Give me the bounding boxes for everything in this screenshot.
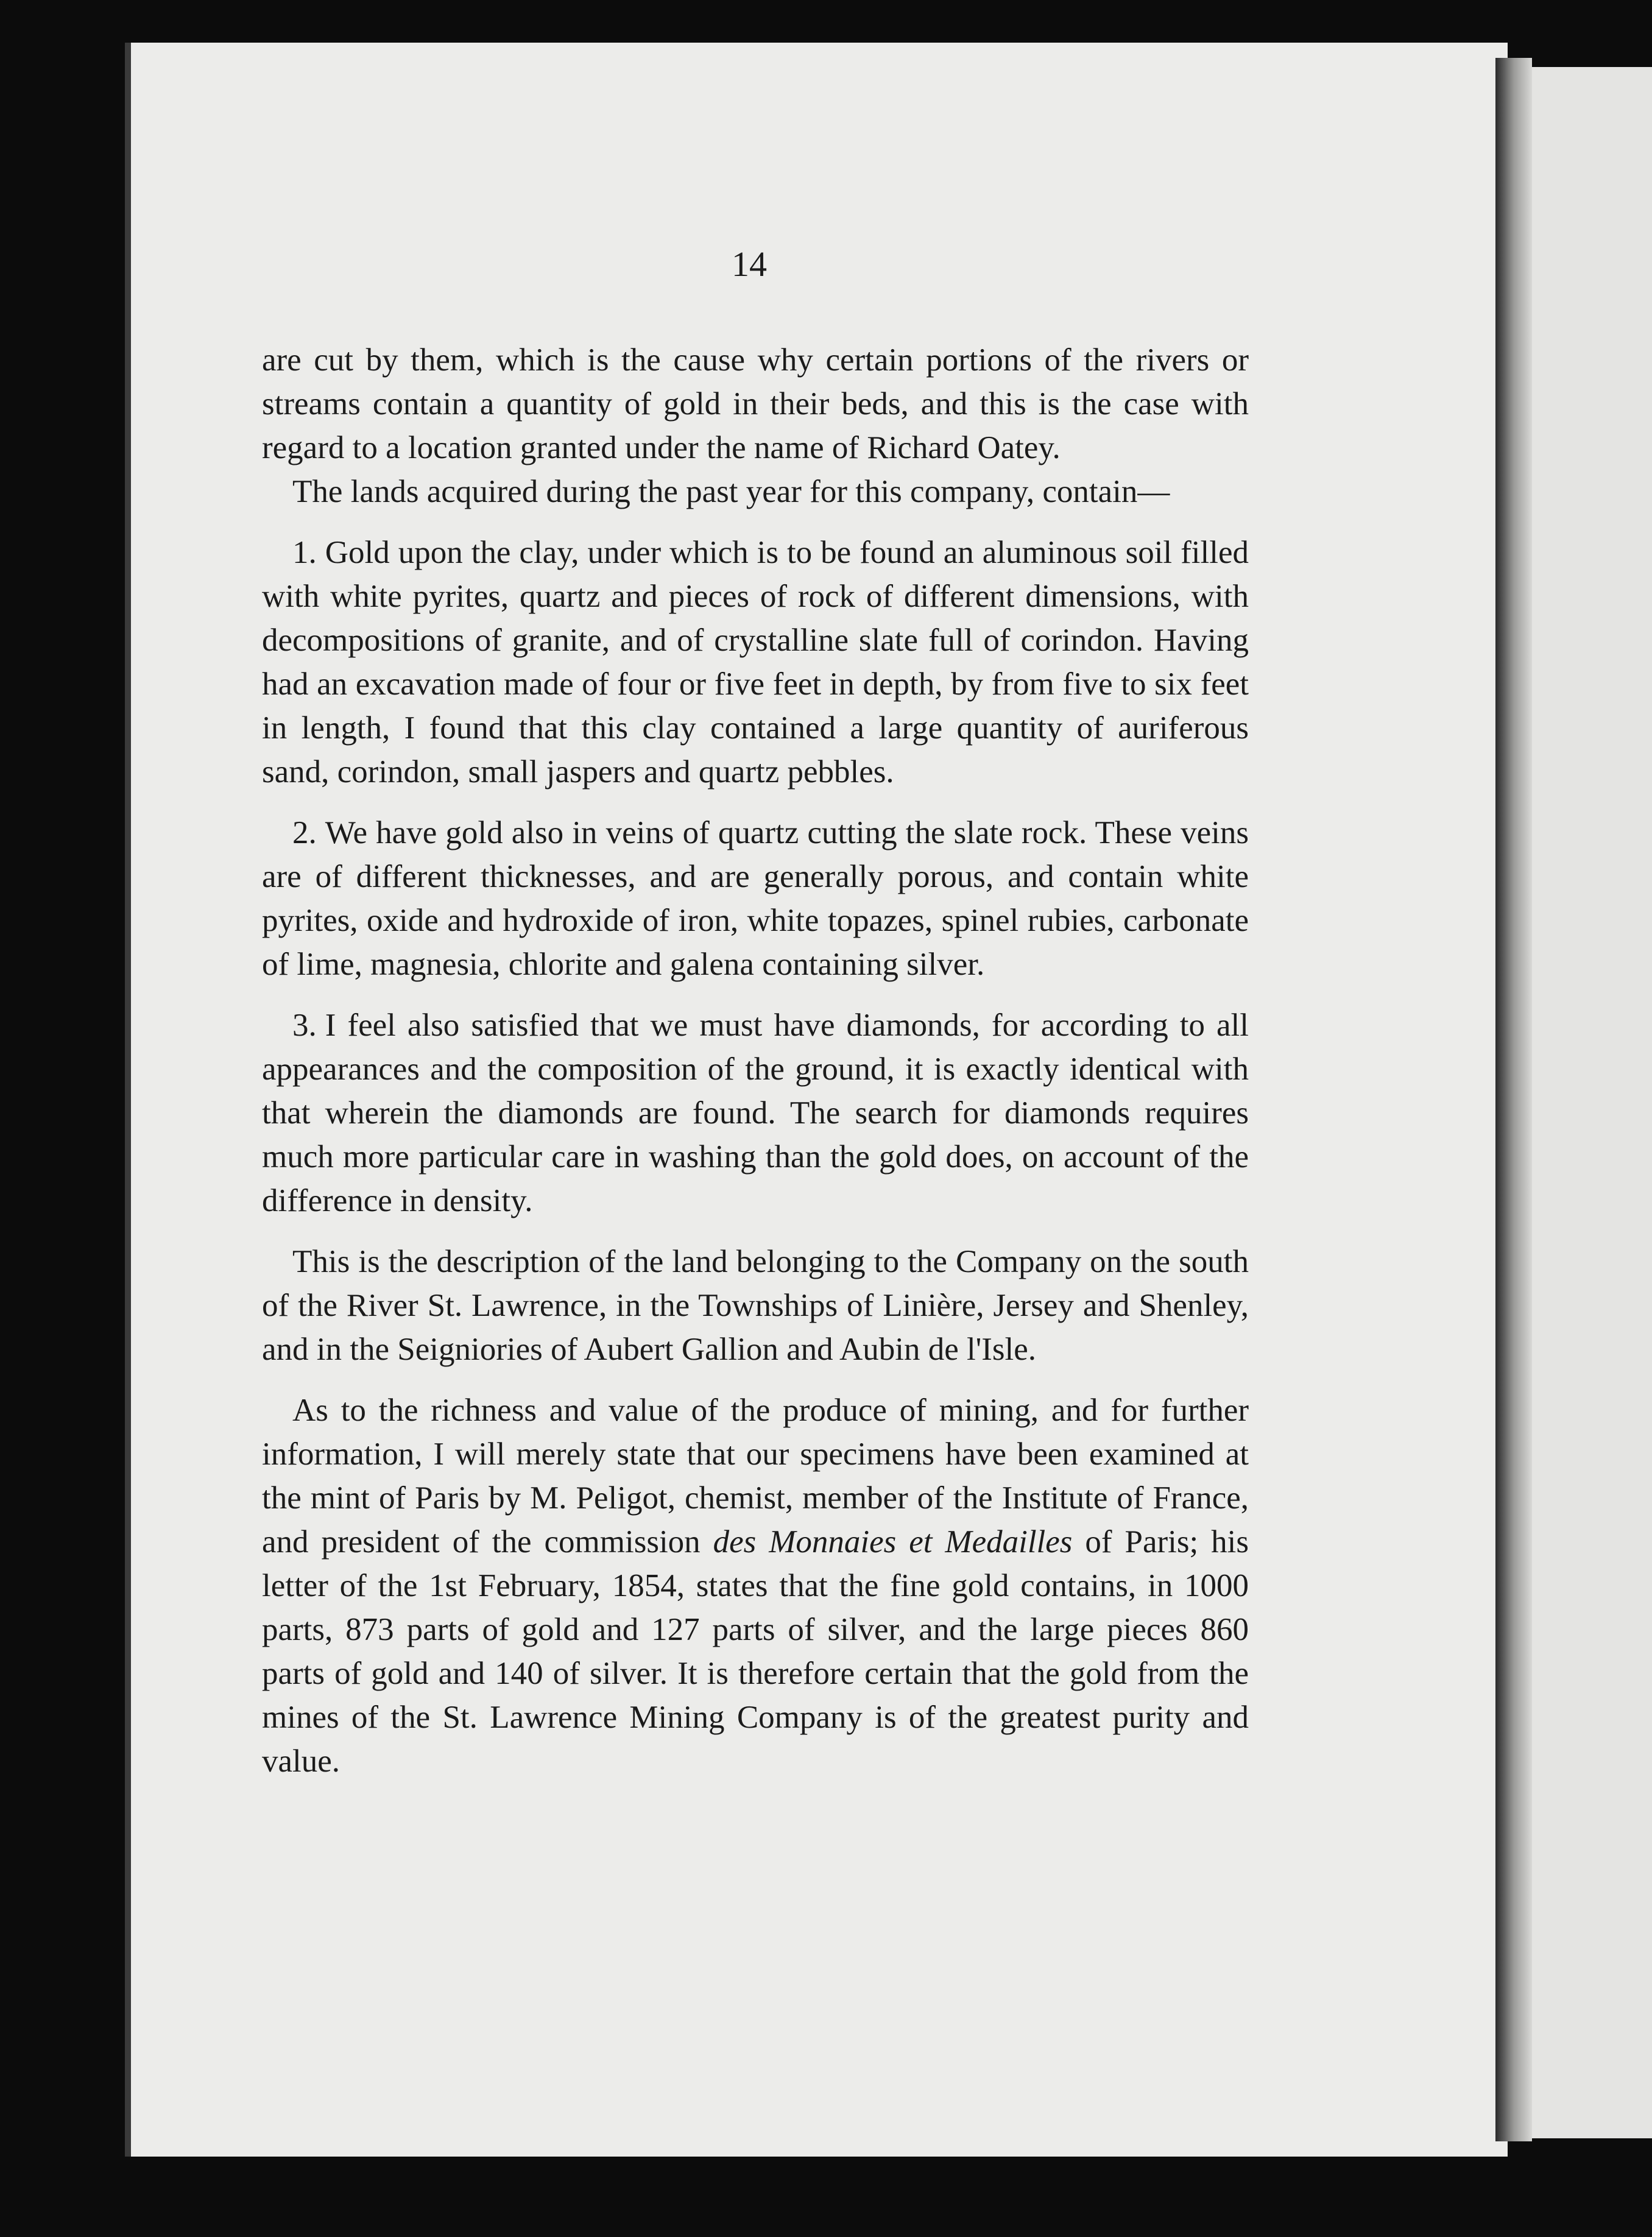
list-item-2 [262, 811, 1249, 986]
list-item-1 [262, 531, 1249, 794]
next-page-edge [1529, 67, 1652, 2138]
mining-value-part2: of Paris; his letter of the 1st February, 1854, states that the fine gold contains, in 1000 parts, 873 parts of gold and 127 parts of silver, and the large pieces 860 parts of gold and 140 of silver. It is therefore certain that the gold from the mines of the St. Lawrence Mining Company is of the greatest purity and value. [262, 1524, 1249, 1779]
list-text: I feel also satisfied that we must have diamonds, for according to all appearances and the composition of the ground, it is exactly identical with that wherein the diamonds are found. The search for diamonds requires much more particular care in washing than the gold does, on account of the difference in density. [262, 1008, 1249, 1218]
list-item-3 [262, 1003, 1249, 1223]
paragraph-continuation: are cut by them, which is the cause why certain portions of the rivers or streams contain a quantity of gold in their beds, and this is the case with regard to a location granted under the name of Richard Oatey. [262, 342, 1249, 465]
list-text: We have gold also in veins of quartz cutting the slate rock. These veins are of different thicknesses, and are generally porous, and contain white pyrites, oxide and hydroxide of iron, white topazes, spinel rubies, carbonate of lime, magnesia, chlorite and galena containing silver. [262, 815, 1249, 982]
mining-value-part1: As to the richness and value of the produce of mining, and for further information, I will merely state that our specimens have been examined at the mint of Paris by M. Peligot, chemist, member of the Institute of France, and president of the commission [262, 1393, 1249, 1560]
list-number: 1. [292, 535, 317, 570]
paragraph-land-description: This is the description of the land belonging to the Company on the south of the River St. Lawrence, in the Townships of Linière, Jersey and Shenley, and in the Seigniories of Aubert Gallion and Aubin de l'Isle. [262, 1244, 1249, 1367]
body-text [262, 250, 1249, 1783]
list-text: Gold upon the clay, under which is to be found an aluminous soil filled with white pyrites, quartz and pieces of rock of different dimensions, with decompositions of granite, and of crystalline slate full of corindon. Having had an excavation made of four or five feet in depth, by from five to six feet in length, I found that this clay contained a large quantity of auriferous sand, corindon, small jaspers and quartz pebbles. [262, 535, 1249, 790]
page-number: 14 [732, 244, 767, 284]
paragraph-lands-acquired: The lands acquired during the past year for this company, contain— [292, 474, 1170, 509]
page-gutter-shadow [1495, 58, 1532, 2141]
list-number: 3. [292, 1008, 317, 1043]
list-number: 2. [292, 815, 317, 850]
paragraph-mining-value [262, 1388, 1249, 1783]
commission-name: des Monnaies et Medailles [713, 1524, 1073, 1560]
